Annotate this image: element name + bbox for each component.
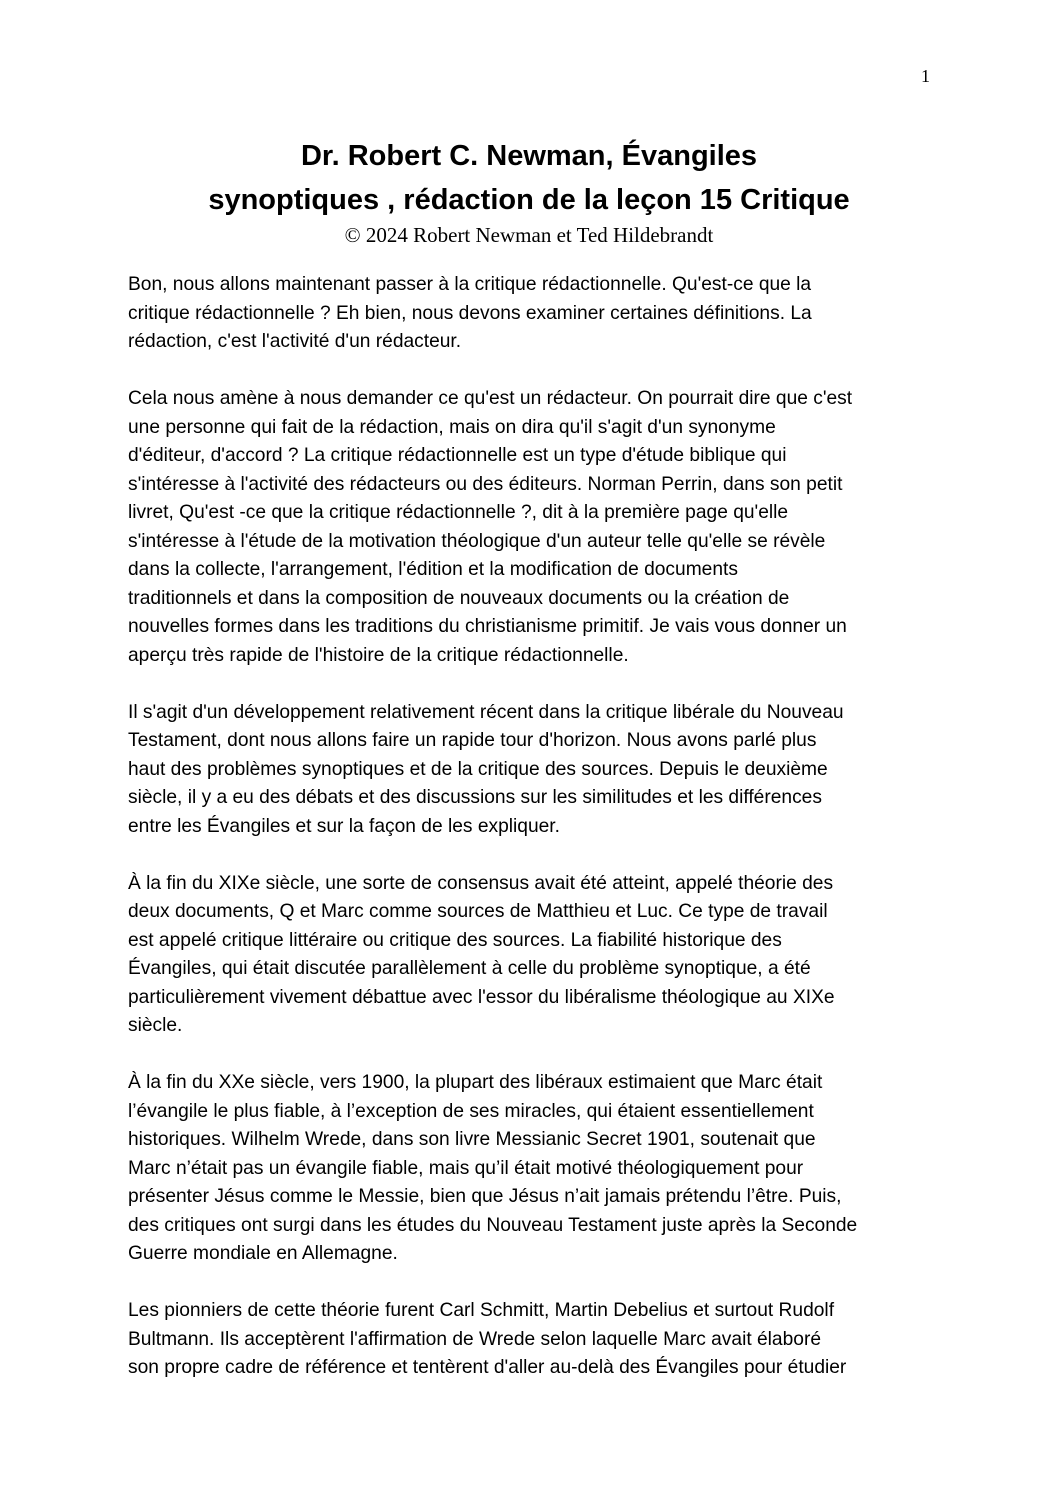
text-line: historiques. Wilhelm Wrede, dans son livre Messianic Secret 1901, soutenait que bbox=[128, 1129, 816, 1150]
paragraph-2 bbox=[128, 385, 938, 670]
text-line: Bon, nous allons maintenant passer à la critique rédactionnelle. Qu'est-ce que la bbox=[128, 274, 812, 295]
text-line: aperçu très rapide de l'histoire de la critique rédactionnelle. bbox=[128, 644, 629, 666]
copyright-notice: © 2024 Robert Newman et Ted Hildebrandt bbox=[344, 223, 714, 247]
text-line: rédaction, c'est l'activité d'un rédacteur. bbox=[128, 331, 462, 352]
text-line: livret, Qu'est -ce que la critique rédactionnelle ?, dit à la première page qu'elle bbox=[128, 502, 789, 523]
text-line: Testament, dont nous allons faire un rapide tour d'horizon. Nous avons parlé plus bbox=[128, 730, 817, 751]
text-line: nouvelles formes dans les traditions du christianisme primitif. Je vais vous donner un bbox=[128, 616, 847, 637]
paragraph-5 bbox=[128, 1069, 938, 1269]
text-line: particulièrement vivement débattue avec l'essor du libéralisme théologique au XIXe bbox=[128, 986, 835, 1008]
text-line: siècle. bbox=[128, 1015, 183, 1036]
text-line: Les pionniers de cette théorie furent Carl Schmitt, Martin Debelius et surtout Rudolf bbox=[128, 1300, 835, 1321]
text-line: À la fin du XIXe siècle, une sorte de consensus avait été atteint, appelé théorie des bbox=[128, 872, 834, 894]
text-line: est appelé critique littéraire ou critique des sources. La fiabilité historique des bbox=[128, 929, 782, 951]
text-line: haut des problèmes synoptiques et de la critique des sources. Depuis le deuxième bbox=[128, 758, 828, 780]
text-line: Évangiles, qui était discutée parallèlement à celle du problème synoptique, a été bbox=[128, 958, 811, 979]
text-line: Guerre mondiale en Allemagne. bbox=[128, 1243, 398, 1264]
page-number: 1 bbox=[921, 66, 930, 86]
paragraph-1 bbox=[128, 271, 938, 357]
text-line: d'éditeur, d'accord ? La critique rédactionnelle est un type d'étude biblique qui bbox=[128, 445, 787, 466]
text-line: siècle, il y a eu des débats et des discussions sur les similitudes et les différences bbox=[128, 787, 822, 808]
text-line: s'intéresse à l'activité des rédacteurs ou des éditeurs. Norman Perrin, dans son petit bbox=[128, 473, 843, 495]
text-line: critique rédactionnelle ? Eh bien, nous devons examiner certaines définitions. La bbox=[128, 302, 812, 324]
text-line: une personne qui fait de la rédaction, mais on dira qu'il s'agit d'un synonyme bbox=[128, 416, 776, 438]
text-line: présenter Jésus comme le Messie, bien que Jésus n’ait jamais prétendu l’être. Puis, bbox=[128, 1186, 842, 1207]
text-line: Bultmann. Ils acceptèrent l'affirmation de Wrede selon laquelle Marc avait élaboré bbox=[128, 1328, 822, 1350]
text-line: À la fin du XXe siècle, vers 1900, la plupart des libéraux estimaient que Marc était bbox=[128, 1072, 823, 1093]
paragraph-6 bbox=[128, 1297, 938, 1383]
text-line: traditionnels et dans la composition de nouveaux documents ou la création de bbox=[128, 587, 790, 609]
document-title bbox=[0, 134, 1058, 222]
body-text bbox=[128, 271, 938, 1411]
title-line-2: synoptiques , rédaction de la leçon 15 Critique bbox=[208, 184, 850, 216]
paragraph-3 bbox=[128, 699, 938, 842]
text-line: dans la collecte, l'arrangement, l'édition et la modification de documents bbox=[128, 559, 738, 580]
text-line: Cela nous amène à nous demander ce qu'est un rédacteur. On pourrait dire que c'est bbox=[128, 388, 853, 409]
text-line: deux documents, Q et Marc comme sources de Matthieu et Luc. Ce type de travail bbox=[128, 901, 828, 922]
paragraph-4 bbox=[128, 870, 938, 1041]
text-line: l’évangile le plus fiable, à l’exception de ses miracles, qui étaient essentiellement bbox=[128, 1100, 814, 1122]
text-line: Il s'agit d'un développement relativement récent dans la critique libérale du Nouveau bbox=[128, 701, 844, 723]
text-line: entre les Évangiles et sur la façon de les expliquer. bbox=[128, 815, 560, 837]
title-line-1: Dr. Robert C. Newman, Évangiles bbox=[300, 140, 758, 172]
text-line: son propre cadre de référence et tentèrent d'aller au-delà des Évangiles pour étudier bbox=[128, 1357, 847, 1378]
text-line: Marc n’était pas un évangile fiable, mais qu’il était motivé théologiquement pour bbox=[128, 1157, 804, 1179]
text-line: des critiques ont surgi dans les études du Nouveau Testament juste après la Seconde bbox=[128, 1214, 858, 1236]
text-line: s'intéresse à l'étude de la motivation théologique d'un auteur telle qu'elle se révèle bbox=[128, 530, 826, 552]
